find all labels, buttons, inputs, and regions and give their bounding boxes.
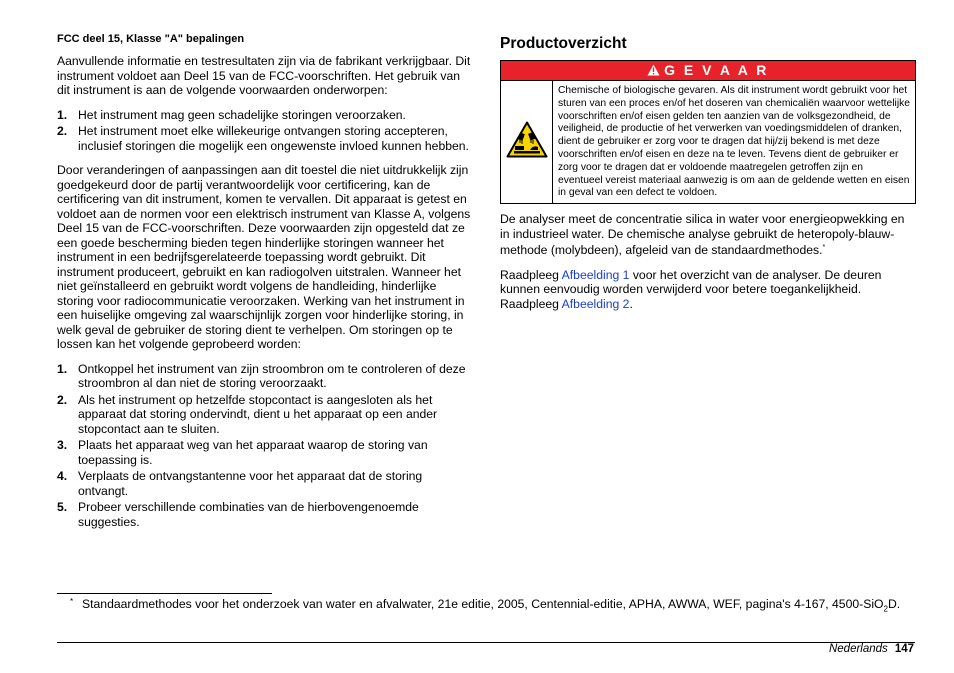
page-footer: [829, 643, 914, 655]
footnote-divider: [57, 593, 272, 594]
danger-box: [500, 60, 916, 204]
page-number: 147: [894, 643, 914, 655]
list-item: 1. Ontkoppel het instrument van zijn stroombron om te controleren of deze stroombron al dan niet de storing veroorzaakt.: [57, 361, 466, 390]
list-item: 2. Als het instrument op hetzelfde stopcontact is aangesloten als het apparaat dat storing ondervindt, dient u het apparaat op een ander stopcontact aan te sluiten.: [57, 392, 438, 436]
left-column: [57, 33, 473, 539]
fcc-conditions-list: [57, 108, 473, 154]
list-item: 4. Verplaats de ontvangstantenne voor het apparaat dat de storing ontvangt.: [57, 469, 423, 498]
footnote: [57, 597, 915, 617]
danger-header: [501, 61, 915, 81]
figure-1-link[interactable]: Afbeelding 1: [561, 267, 630, 282]
footer-language: Nederlands: [828, 643, 888, 655]
corrosive-hazard-icon: [506, 121, 548, 163]
section-title: Productoverzicht: [500, 35, 627, 52]
list-item: 2. Het instrument moet elke willekeurige ontvangen storing accepteren, inclusief storingen die mogelijk een ongewenste invloed kunnen hebben.: [57, 124, 469, 153]
interference-steps-list: [57, 362, 473, 530]
right-column: [500, 33, 915, 321]
footnote-mark: *: [70, 597, 74, 606]
list-item: 5. Probeer verschillende combinaties van de hierbovengenoemde suggesties.: [57, 500, 419, 529]
danger-title: G E V A A R: [664, 62, 769, 78]
danger-text: Chemische of biologische gevaren. Als dit instrument wordt gebruikt voor het sturen van een proces en/of het doseren van chemicaliën waarvoor wettelijke voorschriften en/of eisen gelden ten aanzien van de volksgezondheid, de veiligheid, de productie of het verwerken van voedingsmiddelen of dranken, dient de gebruiker er zorg voor te dragen dat hij/zij bekend is met deze voorschriften en/of eisen en deze na te leven. Tevens dient de gebruiker er zorg voor te dragen dat er voldoende maatregelen getroffen zijn en eventueel vereist materiaal aanwezig is om aan de geldende wetten en eisen in geval van een defect te voldoen.: [558, 85, 911, 199]
footer-divider: [57, 642, 915, 643]
fcc-intro: Aanvullende informatie en testresultaten zijn via de fabrikant verkrijgbaar. Dit instrument voldoet aan Deel 15 van de FCC-voorschriften. Het gebruik van dit instrument is aan de volgende voorwaarden onderworpen:: [57, 54, 471, 97]
fcc-paragraph: Door veranderingen of aanpassingen aan dit toestel die niet uitdrukkelijk zijn goedgekeurd door de partij verantwoordelijk voor certificering, kan de certificering van dit instrument, komen te vervallen. Dit apparaat is getest en voldoet aan de normen voor een elektrisch instrument van Klasse A, volgens Deel 15 van de FCC-voorschriften. Deze voorwaarden zijn opgesteld dat ze een goede bescherming bieden tegen hinderlijke storingen wanneer het instrument in een bedrijfsgerelateerde toepassing wordt gebruikt. Dit instrument produceert, gebruikt en kan radiogolven uitstralen. Wanneer het niet geïnstalleerd en gebruikt wordt volgens de handleiding, hinderlijke storing voor radiocommunicatie veroorzaken. Werking van het instrument in een huiselijke omgeving zal waarschijnlijk zorgen voor hinderlijke storing, in welk geval de gebruiker de storing dient te verhelpen. Om storingen op te lossen kan het volgende geprobeerd worden:: [57, 163, 471, 351]
danger-icon-cell: [501, 81, 553, 203]
list-item: 3. Plaats het apparaat weg van het apparaat waarop de storing van toepassing is.: [57, 438, 428, 467]
danger-body: [501, 81, 915, 203]
list-item: 1. Het instrument mag geen schadelijke storingen veroorzaken.: [57, 107, 406, 122]
fcc-heading: FCC deel 15, Klasse "A" bepalingen: [57, 33, 245, 45]
warning-triangle-icon: [647, 62, 660, 81]
figure-2-link[interactable]: Afbeelding 2: [561, 296, 630, 311]
analyser-description: De analyser meet de concentratie silica in water voor energieopwekking en in industrieel water. De chemische analyse gebruikt de heteropoly-blauw-methode (molybdeen), afgeleid van de standaardmethodes.*: [500, 212, 905, 258]
footnote-marker: *: [822, 244, 826, 252]
footnote-text: Standaardmethodes voor het onderzoek van water en afvalwater, 21e editie, 2005, Centennial-editie, APHA, AWWA, WEF, pagina's 4-167, 4500-SiO$_2$D.: [82, 597, 901, 614]
figure-reference-paragraph: Raadpleeg Afbeelding 1 voor het overzicht van de analyser. De deuren kunnen eenvoudig worden verwijderd voor betere toegankelijkheid. Raadpleeg Afbeelding 2.: [500, 267, 882, 311]
